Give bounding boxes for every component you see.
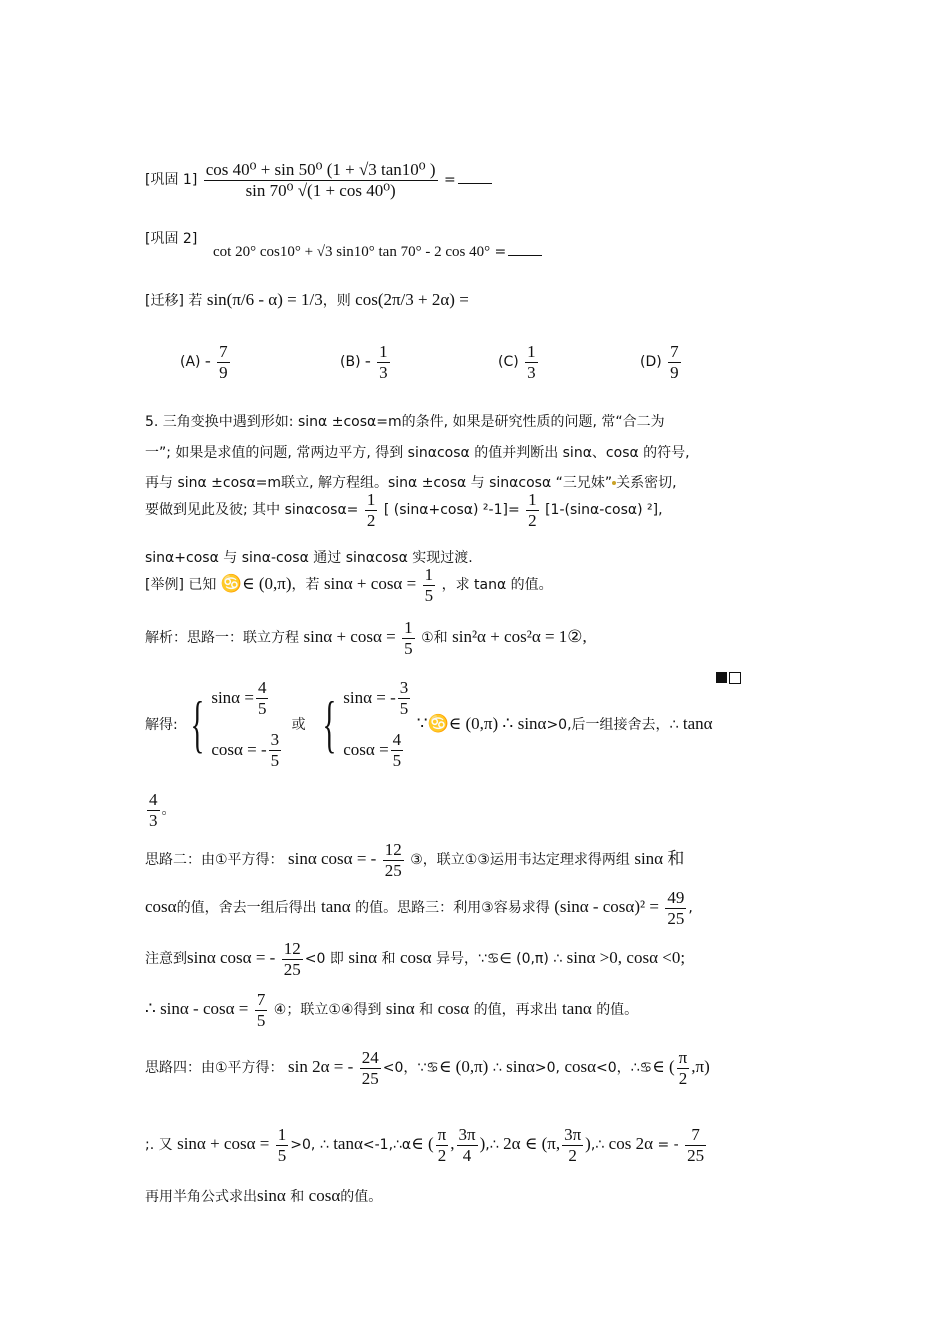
option-label: (C): [498, 354, 519, 371]
si4-l1a: 思路四：由①平方得：: [145, 1060, 284, 1077]
system-2-row2: [343, 724, 412, 776]
para5-line4: [145, 490, 663, 530]
si2-l3a: 注意到: [145, 951, 187, 968]
frac: [391, 730, 404, 770]
option-den: 9: [219, 362, 228, 382]
si4-l1i: <0，∴♋: [596, 1060, 653, 1077]
si2-l1b: sinα cosα = -: [288, 849, 377, 869]
analysis-l1a: 解析：思路一：联立方程: [145, 630, 299, 647]
si4-l2e: <-1,∴α: [362, 1137, 412, 1154]
gonggu1-line: [145, 160, 492, 200]
solve-label: 解得:: [145, 717, 178, 733]
den: 3: [149, 810, 158, 830]
analysis-l1d: sin²α + cos²α = 1②,: [452, 627, 587, 647]
den: 4: [462, 1145, 472, 1165]
den: 25: [283, 959, 301, 979]
si2-l3h: sinα >0,: [566, 948, 622, 968]
answer-line: [145, 790, 176, 830]
system-2: [343, 672, 412, 776]
den: 2: [568, 1145, 577, 1165]
si4-l2d: tanα: [333, 1134, 363, 1154]
num: 3π: [564, 1125, 582, 1144]
si2-l3d: sinα: [348, 948, 378, 968]
num: 1: [528, 490, 537, 509]
gonggu1-equals: =: [443, 172, 456, 189]
option-num: 1: [527, 342, 536, 361]
si2-l2d: 的值。思路三：利用③容易求得: [355, 900, 550, 917]
si2-l4h: 的值。: [596, 1002, 639, 1019]
option-num: 7: [670, 342, 679, 361]
analysis-l1c: ①和: [421, 630, 448, 647]
option-fraction: [377, 342, 390, 382]
si2-l3i: cosα <0;: [626, 948, 686, 968]
num: 49: [667, 888, 685, 907]
num: 7: [685, 1125, 706, 1146]
option-den: 3: [527, 362, 536, 382]
si4-l3b: sinα: [257, 1186, 286, 1205]
example-cond1: ♋∈ (0,π): [220, 574, 292, 594]
si4-l1e: ∴: [492, 1060, 502, 1077]
option-sign: -: [204, 351, 211, 371]
si4-line3: [145, 1186, 382, 1206]
si2-l2a: cosα: [145, 897, 177, 917]
sys-eq: cosα =: [343, 740, 389, 759]
four-thirds-fraction: [147, 790, 160, 830]
si2-l4g: tanα: [562, 999, 592, 1019]
si4-l1f: sinα: [506, 1057, 535, 1077]
qianyi-label: [迁移]: [145, 293, 184, 309]
example-cond2: sinα + cosα =: [323, 574, 417, 594]
den: 5: [392, 750, 402, 770]
gonggu1-numerator: cos 40⁰ + sin 50⁰ (1 + √3 tan10⁰ ): [205, 160, 436, 179]
option-label: (A): [180, 354, 201, 371]
option-c: [498, 342, 540, 382]
num: π: [437, 1125, 447, 1144]
option-d: [640, 342, 683, 382]
si4-l1h: cosα: [564, 1057, 597, 1077]
si4-l1b: sin 2α = -: [288, 1057, 354, 1077]
si4-l2n: = -: [657, 1137, 679, 1154]
example-ask: ，求 tanα 的值。: [441, 577, 553, 594]
si2-l4b: ④；联立①④得到: [273, 1002, 382, 1019]
si2-l3e: 和: [381, 951, 396, 968]
num: 1: [277, 1125, 287, 1144]
si2-l3c: <0 即: [304, 951, 344, 968]
option-label: (D): [640, 354, 662, 371]
den: 5: [277, 1145, 287, 1165]
example-label: [举例] 已知: [145, 577, 217, 594]
or-label: 或: [291, 717, 306, 733]
si4-l3a: 再用半角公式求出: [145, 1189, 257, 1205]
system-2-row1: [343, 672, 412, 724]
analysis-l1b: sinα + cosα =: [303, 627, 396, 647]
qianyi-question: cos(2π/3 + 2α) =: [355, 290, 469, 309]
si2-line1: [145, 840, 684, 880]
qianyi-condition: sin(π/6 - α) = 1/3: [206, 290, 323, 309]
si4-l2f: ∈ (: [411, 1134, 434, 1154]
frac: [269, 730, 282, 770]
frac: [360, 1048, 381, 1088]
si4-l2l: ,∴: [590, 1137, 605, 1154]
para5-line3-tail: 关系密切,: [616, 475, 677, 491]
si4-l2b: sinα + cosα =: [177, 1134, 270, 1154]
den: 25: [667, 908, 685, 928]
si4-l2j: 2α ∈ (π,: [503, 1134, 561, 1154]
si4-l1j: ∈ (: [652, 1057, 675, 1077]
option-num: 7: [219, 342, 228, 361]
den: 25: [687, 1145, 705, 1165]
para5-line3-text: 再与 sinα ±cosα=m联立, 解方程组。sinα ±cosα 与 sinαcosα “三兄妹”: [145, 475, 613, 491]
left-brace-icon: {: [322, 688, 337, 759]
option-fraction: [668, 342, 681, 382]
gonggu2-expression: cot 20° cos10° + √3 sin10° tan 70° - 2 cos 40°: [213, 244, 491, 260]
sys-eq: sinα = -: [343, 688, 396, 707]
si2-line2: [145, 888, 693, 928]
one-fifth-fraction: [402, 618, 415, 658]
si4-l1k: ,π): [691, 1057, 710, 1077]
num: 7: [256, 990, 266, 1009]
num: 1: [404, 618, 413, 637]
si4-l1d: ∈ (0,π): [438, 1057, 489, 1077]
because-text: ∵♋∈ (0,π) ∴: [416, 714, 514, 733]
para5-line4-b: [ (sinα+cosα) ²-1]=: [383, 502, 520, 519]
den: 5: [424, 585, 434, 605]
num: 3π: [458, 1125, 476, 1144]
si2-line4: [145, 990, 638, 1030]
si4-l2c: >0, ∴: [290, 1137, 329, 1154]
option-den: 9: [670, 362, 679, 382]
para5-line4-a: 要做到见此及彼; 其中 sinαcosα=: [145, 502, 359, 519]
si2-l4e: cosα: [437, 999, 470, 1019]
solve-line: [145, 672, 741, 776]
document-icon: [729, 672, 741, 684]
gonggu1-label: [巩固 1]: [145, 172, 198, 189]
si2-l2c: tanα: [321, 897, 351, 917]
si2-line3: [145, 939, 685, 979]
den: 25: [361, 1068, 379, 1088]
sina-text: sinα: [517, 714, 547, 733]
para5-line3: [145, 472, 677, 492]
si4-l1g: >0,: [534, 1060, 560, 1077]
si2-l2b: 的值，舍去一组后得出: [176, 900, 317, 917]
si4-l3e: 的值。: [340, 1189, 383, 1205]
gonggu1-denominator: sin 70⁰ √(1 + cos 40⁰): [245, 180, 396, 200]
tana-text: tanα: [682, 714, 713, 733]
half-fraction: [526, 490, 539, 530]
si2-l2f: ,: [688, 900, 693, 917]
option-sign: -: [364, 351, 371, 371]
si4-l2h: ): [479, 1134, 486, 1154]
gt0-text: >0,后一组接舍去，∴: [546, 717, 679, 733]
num: 12: [384, 840, 402, 859]
si4-line2: [145, 1125, 708, 1165]
gonggu2-equals: =: [494, 244, 507, 260]
option-b: [340, 342, 392, 382]
example-line: [145, 565, 553, 605]
si2-l4a: ∴ sinα - cosα =: [145, 999, 249, 1019]
num: 3: [270, 729, 280, 749]
si4-l2g: ,: [450, 1134, 455, 1154]
gonggu2-line: [145, 228, 542, 261]
si2-l4d: 和: [419, 1002, 434, 1019]
qianyi-if: 若: [188, 293, 203, 309]
left-brace-icon: {: [190, 688, 205, 759]
analysis-line1: [145, 618, 587, 658]
num: 1: [366, 490, 376, 509]
den: 2: [437, 1145, 447, 1165]
si2-l4f: 的值，再求出: [473, 1002, 558, 1019]
answer-end: 。: [161, 802, 176, 819]
para5-line5: sinα+cosα 与 sinα-cosα 通过 sinαcosα 实现过渡.: [145, 550, 473, 566]
frac: [276, 1125, 289, 1165]
option-label: (B): [340, 354, 361, 371]
qianyi-then: ，则: [322, 293, 351, 309]
frac: [398, 678, 411, 718]
frac: [383, 840, 404, 880]
den: 5: [257, 698, 267, 718]
system-1-row2: [211, 724, 283, 776]
frac: [665, 888, 686, 928]
den: 5: [270, 750, 280, 770]
si2-l3b: sinα cosα = -: [187, 948, 276, 968]
frac: [436, 1125, 449, 1165]
si2-l1c: ③，联立①③运用韦达定理求得两组: [410, 852, 630, 869]
frac: [256, 678, 269, 718]
sys-eq: sinα =: [211, 688, 254, 707]
si4-l2i: ,∴: [485, 1137, 499, 1154]
num: 1: [424, 565, 434, 584]
num: 4: [257, 677, 267, 697]
gonggu1-fraction: [204, 160, 438, 200]
si2-l2e: (sinα - cosα)² =: [554, 897, 659, 917]
si2-l1a: 思路二：由①平方得：: [145, 852, 284, 869]
num: 3: [399, 677, 409, 697]
si4-line1: [145, 1048, 710, 1088]
half-fraction: [365, 490, 378, 530]
den: 2: [678, 1068, 688, 1088]
one-fifth-fraction: [423, 565, 436, 605]
den: 5: [256, 1010, 266, 1030]
sys-eq: cosα = -: [211, 740, 267, 759]
si2-l3g: 异号，∵♋∈ (0,π) ∴: [436, 951, 563, 968]
den: 5: [399, 698, 409, 718]
system-1-row1: [211, 672, 283, 724]
frac: [255, 990, 268, 1030]
para5-line4-c: [1-(sinα-cosα) ²],: [545, 502, 663, 519]
option-den: 3: [379, 362, 388, 382]
frac: [562, 1125, 583, 1165]
den: 5: [404, 638, 413, 658]
num: 12: [283, 939, 301, 958]
num: 4: [392, 729, 402, 749]
si2-l3f: cosα: [399, 948, 432, 968]
frac: [685, 1125, 706, 1165]
answer-blank: [458, 183, 492, 184]
si4-l3c: 和: [290, 1189, 305, 1205]
option-num: 1: [379, 342, 388, 361]
para5-line1: 5. 三角变换中遇到形如: sinα ±cosα=m的条件, 如果是研究性质的问题, 常“合二为: [145, 414, 665, 430]
answer-blank: [508, 255, 542, 256]
den: 25: [384, 860, 402, 880]
si4-l1c: <0，∵♋: [382, 1060, 439, 1077]
num: π: [678, 1048, 688, 1067]
para5-line2: 一”; 如果是求值的问题, 常两边平方, 得到 sinαcosα 的值并判断出 sinα、cosα 的符号,: [145, 445, 690, 461]
system-1: [211, 672, 283, 776]
num: 24: [361, 1048, 379, 1067]
example-comma: ，若: [291, 577, 320, 594]
option-fraction: [525, 342, 538, 382]
frac: [457, 1125, 478, 1165]
frac: [282, 939, 303, 979]
si4-l3d: cosα: [308, 1186, 341, 1205]
si4-l2a: ;. 又: [145, 1137, 173, 1154]
si4-l2k: ): [585, 1134, 591, 1154]
den: 2: [528, 510, 537, 530]
option-fraction: [217, 342, 230, 382]
num: 4: [149, 790, 158, 809]
gonggu2-label: [巩固 2]: [145, 231, 198, 247]
frac: [677, 1048, 690, 1088]
si4-l2m: cos 2α: [608, 1134, 653, 1154]
save-icon: [716, 672, 727, 683]
si2-l4c: sinα: [385, 999, 415, 1019]
qianyi-line: [145, 290, 469, 310]
si2-l1d: sinα 和: [634, 849, 685, 869]
den: 2: [366, 510, 376, 530]
option-a: [180, 342, 232, 382]
